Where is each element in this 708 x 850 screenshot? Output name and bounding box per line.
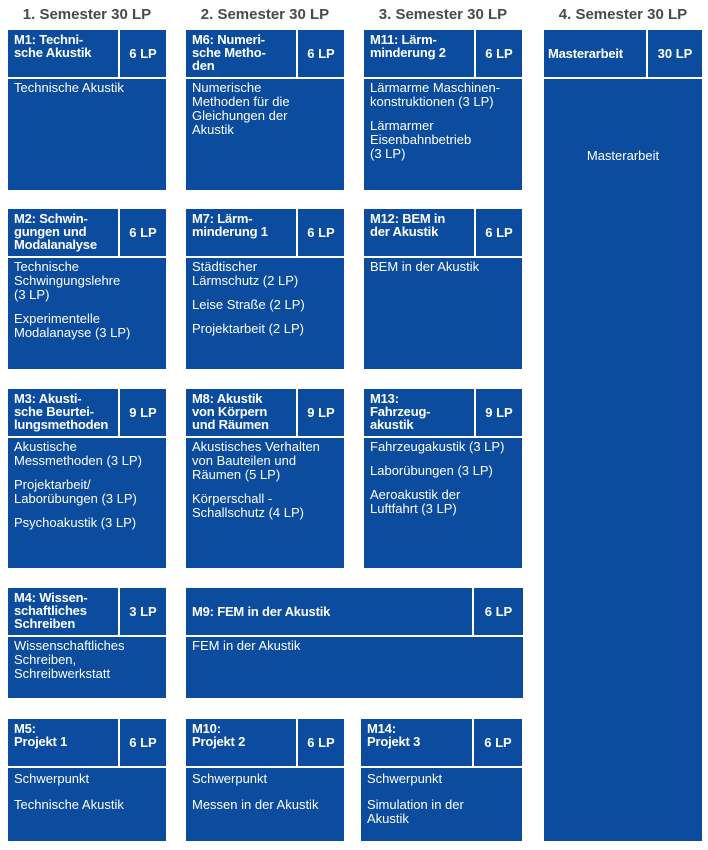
course-item: Projektarbeit/ Laborübungen (3 LP) (14, 477, 137, 506)
module-credits: 6 LP (485, 225, 513, 240)
module-credits: 6 LP (307, 225, 335, 240)
course-item: Aeroakustik der Luftfahrt (3 LP) (370, 487, 461, 516)
module-m5 (8, 719, 166, 841)
module-m1 (8, 30, 166, 190)
course-item: Schwerpunkt (367, 771, 443, 786)
course-item: Laborübungen (3 LP) (370, 463, 493, 478)
module-title: M14: Projekt 3 (367, 721, 421, 749)
module-credits: 6 LP (485, 46, 513, 61)
module-m12 (364, 209, 522, 369)
module-credits: 6 LP (129, 46, 157, 61)
semester-1-header: 1. Semester 30 LP (22, 6, 152, 23)
module-title: M4: Wissen- schaftliches Schreiben (14, 590, 88, 631)
course-item: Städtischer Lärmschutz (2 LP) (192, 259, 299, 288)
module-masterarbeit (544, 30, 702, 841)
module-credits: 6 LP (307, 735, 335, 750)
course-item: Leise Straße (2 LP) (192, 297, 305, 312)
module-title: M11: Lärm- minderung 2 (370, 32, 446, 60)
module-title: M10: Projekt 2 (192, 721, 246, 749)
course-item: Psychoakustik (3 LP) (14, 515, 137, 530)
module-credits: 6 LP (129, 225, 157, 240)
module-title: M1: Techni- sche Akustik (14, 32, 92, 60)
module-title: M13: Fahrzeug- akustik (370, 391, 431, 432)
course-item: Schwerpunkt (14, 771, 90, 786)
module-credits: 9 LP (485, 405, 513, 420)
semester-3-header: 3. Semester 30 LP (378, 6, 508, 23)
course-item: Technische Akustik (14, 797, 124, 812)
module-m9 (186, 588, 523, 698)
semester-2-header: 2. Semester 30 LP (200, 6, 330, 23)
module-title: M3: Akusti- sche Beurtei- lungsmethoden (14, 391, 109, 432)
module-title: M2: Schwin- gungen und Modalanalyse (14, 211, 97, 252)
module-title: Masterarbeit (548, 46, 623, 61)
module-credits: 9 LP (307, 405, 335, 420)
course-item: Technische Schwingungslehre (3 LP) (14, 259, 121, 302)
course-item: FEM in der Akustik (192, 638, 301, 653)
module-credits: 30 LP (657, 46, 693, 61)
module-credits: 6 LP (484, 735, 512, 750)
course-item: Akustische Messmethoden (3 LP) (14, 439, 142, 468)
module-credits: 6 LP (307, 46, 335, 61)
course-item: BEM in der Akustik (370, 259, 480, 274)
course-item: Fahrzeugakustik (3 LP) (370, 439, 505, 454)
module-title: M7: Lärm- minderung 1 (192, 211, 268, 239)
course-item: Experimentelle Modalanayse (3 LP) (14, 311, 131, 340)
module-m6 (186, 30, 344, 190)
course-item: Numerische Methoden für die Gleichungen der Akustik (192, 80, 290, 137)
course-item: Technische Akustik (14, 80, 124, 95)
module-m7 (186, 209, 344, 369)
module-credits: 3 LP (129, 604, 157, 619)
module-m8 (186, 389, 344, 568)
module-title: M8: Akustik von Körpern und Räumen (192, 391, 269, 432)
module-m10 (186, 719, 344, 841)
course-item: Lärmarmer Eisenbahnbetrieb (3 LP) (370, 118, 472, 161)
module-title: M9: FEM in der Akustik (192, 604, 331, 619)
course-item: Lärmarme Maschinen- konstruktionen (3 LP) (370, 80, 501, 109)
course-item: Körperschall - Schallschutz (4 LP) (192, 491, 304, 520)
course-item: Messen in der Akustik (192, 797, 319, 812)
module-m4 (8, 588, 166, 698)
module-m14 (361, 719, 522, 841)
course-item: Schwerpunkt (192, 771, 268, 786)
module-title: M5: Projekt 1 (14, 721, 68, 749)
module-credits: 9 LP (129, 405, 157, 420)
module-m13 (364, 389, 522, 568)
module-m11 (364, 30, 522, 190)
module-title: M12: BEM in der Akustik (370, 211, 446, 239)
course-item: Wissenschaftliches Schreiben, Schreibwerkstatt (14, 638, 125, 681)
semester-4-header: 4. Semester 30 LP (558, 6, 688, 23)
module-m3 (8, 389, 166, 568)
course-item: Akustisches Verhalten von Bauteilen und Räumen (5 LP) (192, 439, 320, 482)
module-title: M6: Numeri- sche Metho- den (192, 32, 266, 73)
module-credits: 6 LP (484, 604, 513, 619)
course-item: Masterarbeit (586, 148, 660, 163)
course-item: Projektarbeit (2 LP) (192, 321, 304, 336)
module-m2 (8, 209, 166, 369)
course-item: Simulation in der Akustik (367, 797, 464, 826)
module-credits: 6 LP (129, 735, 157, 750)
